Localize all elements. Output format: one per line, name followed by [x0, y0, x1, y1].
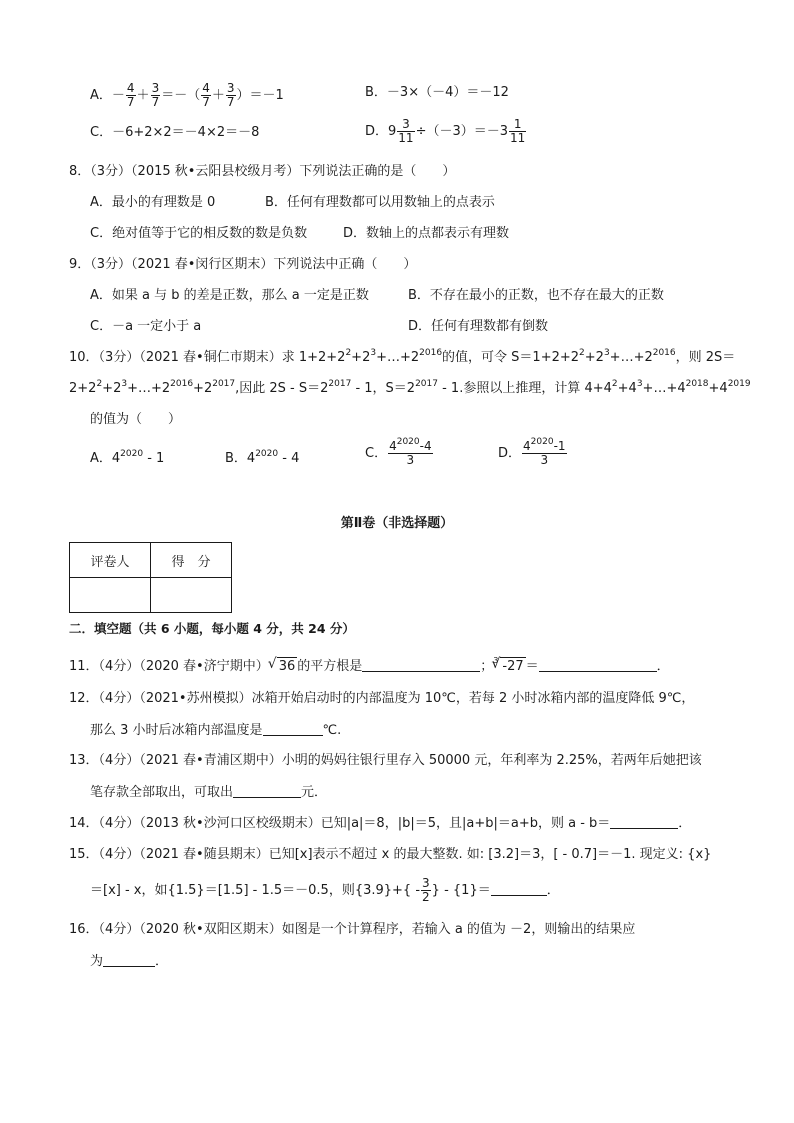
q12-line-2: 那么 3 小时后冰箱内部温度是 ℃.	[90, 723, 342, 738]
q13-line-2: 笔存款全部取出，可取出 元．	[90, 785, 328, 800]
q16-line-1: 16．（4分）（2020 秋•双阳区期末）如图是一个计算程序，若输入 a 的值为 －2，则输出的结果应	[69, 922, 636, 937]
section-2-heading: 二．填空题（共 6 小题，每小题 4 分，共 24 分）	[69, 621, 355, 636]
q10-option-c: C． $\frac{4^{2020}-4}{3}$	[365, 437, 432, 467]
q13-line-1: 13．（4分）（2021 春•青浦区期中）小明的妈妈往银行里存入 50000 元，年利率为 2.25%，若两年后她把该	[69, 753, 702, 768]
q10-line-1: 10．（3分）（2021 春•铜仁市期末）求 $1+2+2^2+2^3+\dots+2^{2016}$的值，可令 $S=1+2+2^2+2^3+\dots+2^{2016}$，则 2S＝	[69, 348, 736, 365]
q10-option-d: D． $\frac{4^{2020}-1}{3}$	[498, 437, 566, 467]
q9-option-a: A．如果 a 与 b 的差是正数，那么 a 一定是正数	[90, 288, 369, 303]
q8-stem: 8．（3分）（2015 秋•云阳县校级月考）下列说法正确的是（ ）	[69, 164, 456, 179]
q10-line-3: 的值为（ ）	[90, 412, 182, 427]
score-table-header-grader: 评卷人	[70, 543, 151, 578]
q7-option-d: D．9 $\frac{3}{11}$ ÷（－3）＝－3 $\frac{1}{11}$	[365, 117, 526, 145]
q15-line-2: ＝[x] - x，如{1.5}＝[1.5] - 1.5＝－0.5，则{3.9}+{ - $\frac{3}{2}$ } - {1}＝ ．	[90, 876, 560, 904]
q9-option-d: D．任何有理数都有倒数	[408, 319, 549, 334]
score-table-score-cell	[151, 578, 232, 613]
q14: 14．（4分）（2013 秋•沙河口区校级期末）已知|a|＝8，|b|＝5，且|a+b|＝a+b，则 a - b＝ ．	[69, 816, 692, 831]
q10-option-b: B．$4^{2020} - 4$	[225, 449, 300, 466]
q8-option-a: A．最小的有理数是 0	[90, 195, 216, 210]
q7-option-c: C．－6+2×2＝－4×2＝－8	[90, 125, 260, 140]
q7-option-b: B．－3×（－4）＝－12	[365, 85, 509, 100]
part-2-title: 第Ⅱ卷（非选择题）	[340, 516, 454, 531]
q11: 11．（4分）（2020 春•济宁期中）√ 36 的平方根是 ；$^3$√ -27 ＝ ．	[69, 652, 670, 676]
q8-option-b: B．任何有理数都可以用数轴上的点表示	[265, 195, 495, 210]
q8-option-d: D．数轴上的点都表示有理数	[343, 226, 510, 241]
q8-option-c: C．绝对值等于它的相反数的数是负数	[90, 226, 308, 241]
q12-line-1: 12．（4分）（2021•苏州模拟）冰箱开始启动时的内部温度为 10℃，若每 2 小时冰箱内部的温度降低 9℃，	[69, 691, 695, 706]
q9-option-b: B．不存在最小的正数，也不存在最大的正数	[408, 288, 664, 303]
q15-line-1: 15．（4分）（2021 春•随县期末）已知[x]表示不超过 x 的最大整数. 如: [3.2]＝3，[ - 0.7]＝－1. 现定义: {x}	[69, 847, 712, 862]
score-table-header-score: 得 分	[151, 543, 232, 578]
score-table-grader-cell	[70, 578, 151, 613]
q10-option-a: A．$4^{2020} - 1$	[90, 449, 165, 466]
q7-option-a: A．－ $\frac{4}{7}$ ＋ $\frac{3}{7}$ ＝－（ $\frac{4}{7}$ ＋ $\frac{3}{7}$ ）＝－1	[90, 81, 284, 109]
q9-stem: 9．（3分）（2021 春•闵行区期末）下列说法中正确（ ）	[69, 257, 417, 272]
q16-line-2: 为 ．	[90, 954, 169, 969]
q10-line-2: $2+2^2+2^3+\dots+2^{2016}+2^{2017}$,因此 $2S - S=2^{2017} - 1$，$S=2^{2017} - 1$.参照以上推理，计算 $4+4^2+4^3+\dots+4^{2018}+4^{2019}$	[69, 379, 751, 396]
q9-option-c: C．－a 一定小于 a	[90, 319, 202, 334]
score-table	[69, 542, 232, 613]
